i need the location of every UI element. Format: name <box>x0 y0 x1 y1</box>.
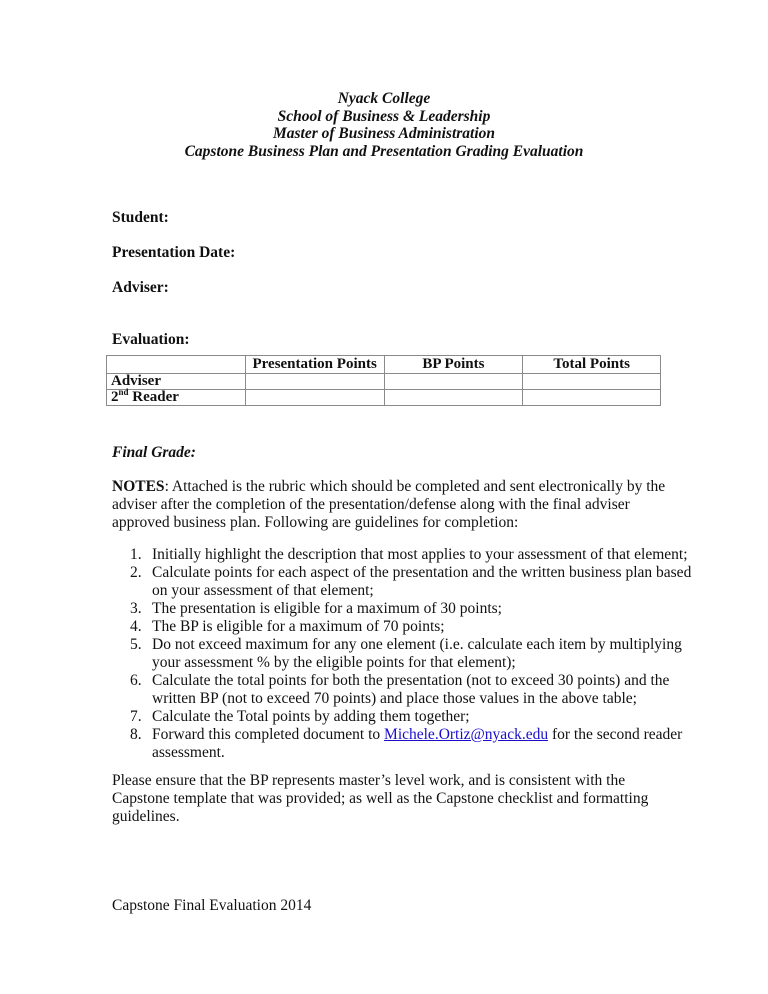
row-label-second-reader <box>107 387 246 406</box>
second-reader-presentation-points-cell[interactable] <box>245 390 384 406</box>
guideline-item: Initially highlight the description that most applies to your assessment of that element; <box>152 546 688 563</box>
table-header-row <box>107 356 661 374</box>
student-label: Student: <box>112 209 169 226</box>
second-reader-bp-points-cell[interactable] <box>384 390 523 406</box>
evaluation-table <box>106 355 661 406</box>
guideline-item <box>152 726 697 762</box>
document-title: Capstone Business Plan and Presentation Grading Evaluation <box>184 142 584 160</box>
guideline-item: Do not exceed maximum for any one element (i.e. calculate each item by multiplying your assessment % by the eligible points for that element); <box>152 636 682 671</box>
column-header-total-points: Total Points <box>523 356 661 374</box>
page-footer: Capstone Final Evaluation 2014 <box>112 897 312 914</box>
row-label-adviser: Adviser <box>107 374 246 390</box>
presentation-date-label: Presentation Date: <box>112 244 236 261</box>
guideline-item: The BP is eligible for a maximum of 70 points; <box>152 618 445 635</box>
second-reader-total-points-cell[interactable] <box>523 390 661 406</box>
adviser-total-points-cell[interactable] <box>523 374 661 390</box>
email-link[interactable]: Michele.Ortiz@nyack.edu <box>384 726 549 743</box>
final-grade-label: Final Grade: <box>112 444 196 461</box>
adviser-label: Adviser: <box>112 279 169 296</box>
guidelines-list <box>112 546 697 762</box>
document-header <box>0 90 768 160</box>
table-row-second-reader <box>107 390 661 406</box>
notes-label: NOTES <box>112 478 165 495</box>
guideline-item: Calculate the Total points by adding them together; <box>152 708 470 725</box>
guideline-text-after: for the second reader assessment. <box>152 726 683 761</box>
column-header-presentation-points: Presentation Points <box>245 356 384 374</box>
guideline-item: Calculate points for each aspect of the presentation and the written business plan based on your assessment of that element; <box>152 564 692 599</box>
column-header-bp-points: BP Points <box>384 356 523 374</box>
guideline-item: The presentation is eligible for a maximum of 30 points; <box>152 600 502 617</box>
program-name: Master of Business Administration <box>272 125 496 142</box>
guideline-item: Calculate the total points for both the presentation (not to exceed 30 points) and the written BP (not to exceed 70 points) and place those values in the above table; <box>152 672 670 707</box>
notes-text: : Attached is the rubric which should be completed and sent electronically by the adviser after the completion of the presentation/defense along with the final adviser approved business plan. Following are guidelines for completion: <box>112 478 666 531</box>
row-label-prefix: 2 <box>111 389 119 405</box>
row-label-superscript: nd <box>118 387 129 397</box>
row-label-suffix: Reader <box>128 389 179 405</box>
school-name: School of Business & Leadership <box>277 107 491 125</box>
closing-paragraph: Please ensure that the BP represents master’s level work, and is consistent with the Capstone template that was provided; as well as the Capstone checklist and formatting guidelines. <box>112 772 649 825</box>
evaluation-label: Evaluation: <box>112 331 190 348</box>
guideline-text-before: Forward this completed document to <box>152 726 385 743</box>
adviser-presentation-points-cell[interactable] <box>245 374 384 390</box>
column-header-empty <box>107 356 246 374</box>
institution-name: Nyack College <box>337 90 431 107</box>
notes-paragraph <box>112 478 672 532</box>
table-row-adviser <box>107 374 661 390</box>
adviser-bp-points-cell[interactable] <box>384 374 523 390</box>
